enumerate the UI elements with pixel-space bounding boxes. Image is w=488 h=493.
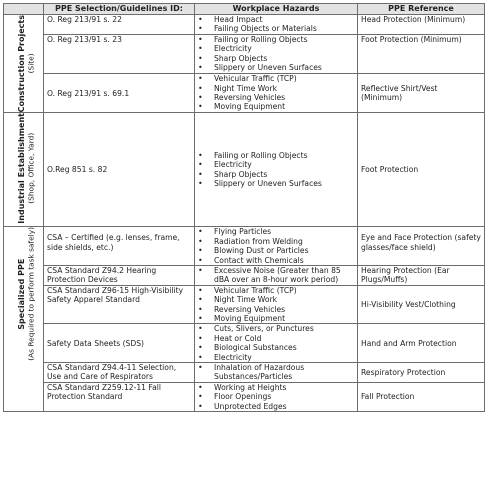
hazards-cell: [195, 266, 358, 286]
hazard-item: • Electricity: [198, 44, 354, 53]
hazard-item: • Contact with Chemicals: [198, 256, 354, 265]
reference-cell: Hand and Arm Protection: [358, 324, 485, 363]
group-subtitle: (As Required to perform task safely): [26, 227, 35, 362]
hazard-item: • Heat or Cold: [198, 334, 354, 343]
citation-cell: CSA Standard Z96-15 High-Visibility Safety Apparel Standard: [44, 285, 195, 324]
hazard-item: • Failing or Rolling Objects: [198, 35, 354, 44]
hazards-cell: [195, 74, 358, 113]
reference-cell: Foot Protection: [358, 113, 485, 227]
table-row: [4, 227, 485, 266]
header-group: [4, 4, 44, 15]
reference-cell: Fall Protection: [358, 382, 485, 411]
table-row: [4, 363, 485, 383]
hazards-cell: [195, 113, 358, 227]
hazard-item: • Reversing Vehicles: [198, 93, 354, 102]
reference-cell: Hearing Protection (Ear Plugs/Muffs): [358, 266, 485, 286]
header-hazards: Workplace Hazards: [195, 4, 358, 15]
hazard-item: • Head Impact: [198, 15, 354, 24]
hazard-item: • Slippery or Uneven Surfaces: [198, 63, 354, 72]
group-title: Industrial Establishment: [16, 113, 26, 225]
table-row: [4, 74, 485, 113]
hazard-item: • Floor Openings: [198, 392, 354, 401]
table-row: [4, 15, 485, 35]
hazard-item: • Sharp Objects: [198, 170, 354, 179]
hazard-item: • Electricity: [198, 353, 354, 362]
ppe-table: [3, 3, 485, 412]
hazard-item: • Flying Particles: [198, 227, 354, 236]
citation-cell: Safety Data Sheets (SDS): [44, 324, 195, 363]
group-subtitle: (Site): [26, 53, 35, 74]
citation-cell: CSA Standard Z94.2 Hearing Protection Devices: [44, 266, 195, 286]
hazard-item: • Inhalation of Hazardous Substances/Particles: [198, 363, 354, 382]
citation-cell: CSA Standard Z259.12-11 Fall Protection Standard: [44, 382, 195, 411]
hazard-item: • Biological Substances: [198, 343, 354, 352]
citation-cell: O. Reg 213/91 s. 23: [44, 35, 195, 74]
table-row: [4, 113, 485, 227]
reference-cell: Eye and Face Protection (safety glasses/face shield): [358, 227, 485, 266]
hazards-cell: [195, 324, 358, 363]
reference-cell: Foot Protection (Minimum): [358, 35, 485, 74]
group-cell-specialized: [4, 227, 44, 412]
citation-cell: O. Reg 213/91 s. 22: [44, 15, 195, 35]
hazard-item: • Electricity: [198, 160, 354, 169]
hazard-item: • Moving Equipment: [198, 314, 354, 323]
table-row: [4, 324, 485, 363]
table-row: [4, 266, 485, 286]
reference-cell: Reflective Shirt/Vest (Minimum): [358, 74, 485, 113]
group-subtitle: (Shop, Office, Yard): [26, 133, 35, 205]
hazard-item: • Night Time Work: [198, 84, 354, 93]
hazard-item: • Failing Objects or Materials: [198, 24, 354, 33]
group-title: Construction Projects: [16, 15, 26, 113]
header-row: [4, 4, 485, 15]
hazard-item: • Vehicular Traffic (TCP): [198, 74, 354, 83]
hazard-item: • Radiation from Welding: [198, 237, 354, 246]
reference-cell: Hi-Visibility Vest/Clothing: [358, 285, 485, 324]
group-title: Specialized PPE: [16, 258, 26, 330]
table-row: [4, 285, 485, 324]
hazards-cell: [195, 15, 358, 35]
citation-cell: O. Reg 213/91 s. 69.1: [44, 74, 195, 113]
hazard-item: • Moving Equipment: [198, 102, 354, 111]
citation-cell: O.Reg 851 s. 82: [44, 113, 195, 227]
hazard-item: • Reversing Vehicles: [198, 305, 354, 314]
hazard-item: • Vehicular Traffic (TCP): [198, 286, 354, 295]
header-citation: PPE Selection/Guidelines ID:: [44, 4, 195, 15]
hazards-cell: [195, 35, 358, 74]
hazard-item: • Slippery or Uneven Surfaces: [198, 179, 354, 188]
hazard-item: • Failing or Rolling Objects: [198, 151, 354, 160]
hazard-item: • Working at Heights: [198, 383, 354, 392]
hazards-cell: [195, 285, 358, 324]
header-reference: PPE Reference: [358, 4, 485, 15]
citation-cell: CSA Standard Z94.4-11 Selection, Use and Care of Respirators: [44, 363, 195, 383]
hazards-cell: [195, 363, 358, 383]
reference-cell: Respiratory Protection: [358, 363, 485, 383]
hazard-item: • Excessive Noise (Greater than 85 dBA over an 8-hour work period): [198, 266, 354, 285]
table-row: [4, 35, 485, 74]
hazard-item: • Unprotected Edges: [198, 402, 354, 411]
hazard-item: • Cuts, Slivers, or Punctures: [198, 324, 354, 333]
hazard-item: • Blowing Dust or Particles: [198, 246, 354, 255]
hazards-cell: [195, 227, 358, 266]
hazard-item: • Sharp Objects: [198, 54, 354, 63]
hazard-item: • Night Time Work: [198, 295, 354, 304]
citation-cell: CSA – Certified (e.g. lenses, frame, side shields, etc.): [44, 227, 195, 266]
group-cell-construction: [4, 15, 44, 113]
group-cell-industrial: [4, 113, 44, 227]
reference-cell: Head Protection (Minimum): [358, 15, 485, 35]
table-row: [4, 382, 485, 411]
hazards-cell: [195, 382, 358, 411]
